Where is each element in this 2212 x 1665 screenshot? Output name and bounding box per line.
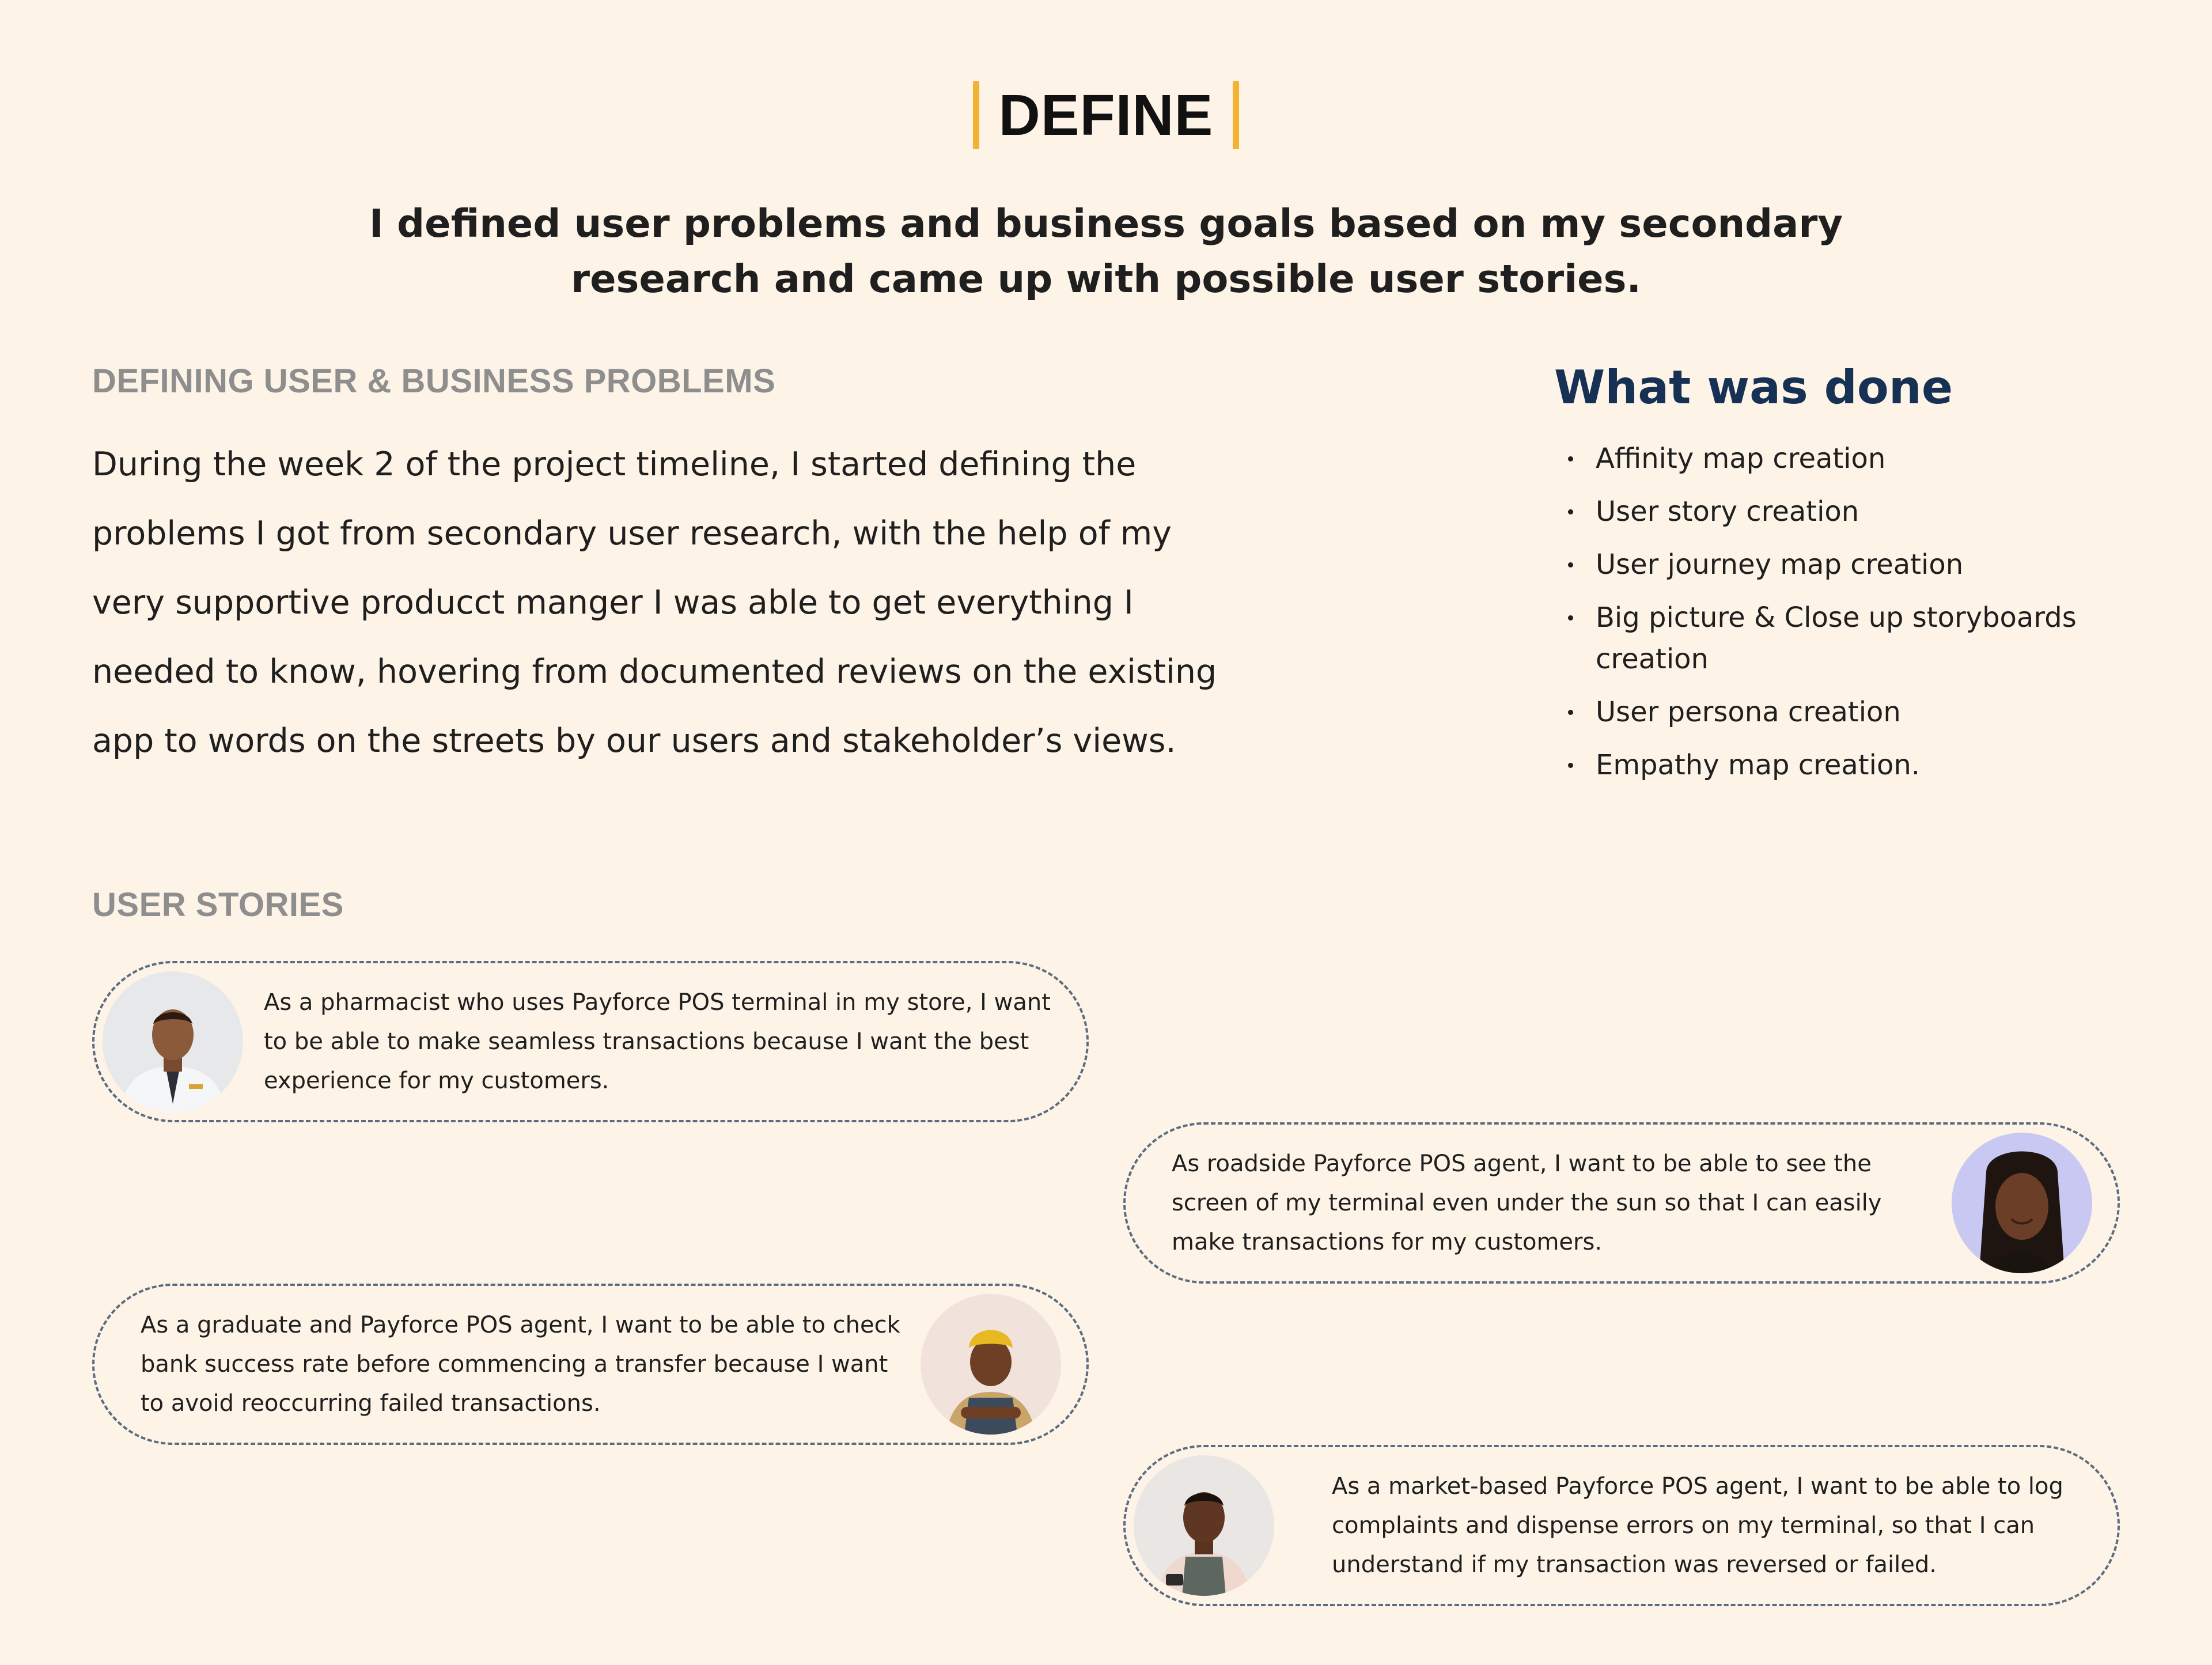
subtitle-line-2: research and came up with possible user stories.: [571, 256, 1641, 301]
user-story-card-graduate-agent: [92, 1284, 1089, 1445]
market-agent-avatar: [1134, 1455, 1274, 1596]
title-left-accent-bar: [973, 81, 979, 149]
page-title: DEFINE: [998, 83, 1214, 147]
subtitle-line-1: I defined user problems and business goals based on my secondary: [369, 201, 1843, 246]
user-story-text: As a market-based Payforce POS agent, I want to be able to log complaints and dispense errors on my terminal, so that I can understand if my transaction was reversed or failed.: [1332, 1473, 2063, 1578]
user-story-text: As roadside Payforce POS agent, I want to be able to see the screen of my terminal even under the sun so that I can easily make transactions for my customers.: [1172, 1151, 1882, 1255]
roadside-agent-avatar: [1952, 1133, 2092, 1273]
page-subtitle: [0, 196, 2212, 306]
graduate-agent-avatar: [921, 1294, 1061, 1435]
list-item: User journey map creation: [1566, 544, 2130, 585]
what-was-done-list: [1566, 438, 2130, 797]
what-was-done-title: What was done: [1554, 361, 1953, 414]
problems-heading: DEFINING USER & BUSINESS PROBLEMS: [92, 362, 776, 400]
user-story-text: As a pharmacist who uses Payforce POS terminal in my store, I want to be able to make seamless transactions because I want the best experience for my customers.: [264, 989, 1051, 1094]
user-story-card-roadside-agent: [1123, 1122, 2120, 1284]
section-title: [0, 81, 2212, 150]
user-story-text: As a graduate and Payforce POS agent, I want to be able to check bank success rate before commencing a transfer because I want to avoid reoccurring failed transactions.: [141, 1312, 900, 1417]
user-stories-heading: USER STORIES: [92, 886, 344, 924]
user-story-card-pharmacist: [92, 961, 1089, 1122]
title-right-accent-bar: [1233, 81, 1239, 149]
user-story-card-market-agent: [1123, 1445, 2120, 1606]
pharmacist-avatar: [103, 971, 243, 1112]
list-item: Affinity map creation: [1566, 438, 2130, 479]
list-item: User persona creation: [1566, 691, 2130, 733]
problems-paragraph: During the week 2 of the project timeline, I started defining the problems I got from secondary user research, with the help of my very supportive producct manger I was able to get everything I needed to know, hovering from documented reviews on the existing app to words on the streets by our users and stakeholder’s views.: [92, 445, 1217, 760]
list-item: Empathy map creation.: [1566, 744, 2130, 786]
list-item: Big picture & Close up storyboards creation: [1566, 597, 2130, 680]
list-item: User story creation: [1566, 491, 2130, 532]
